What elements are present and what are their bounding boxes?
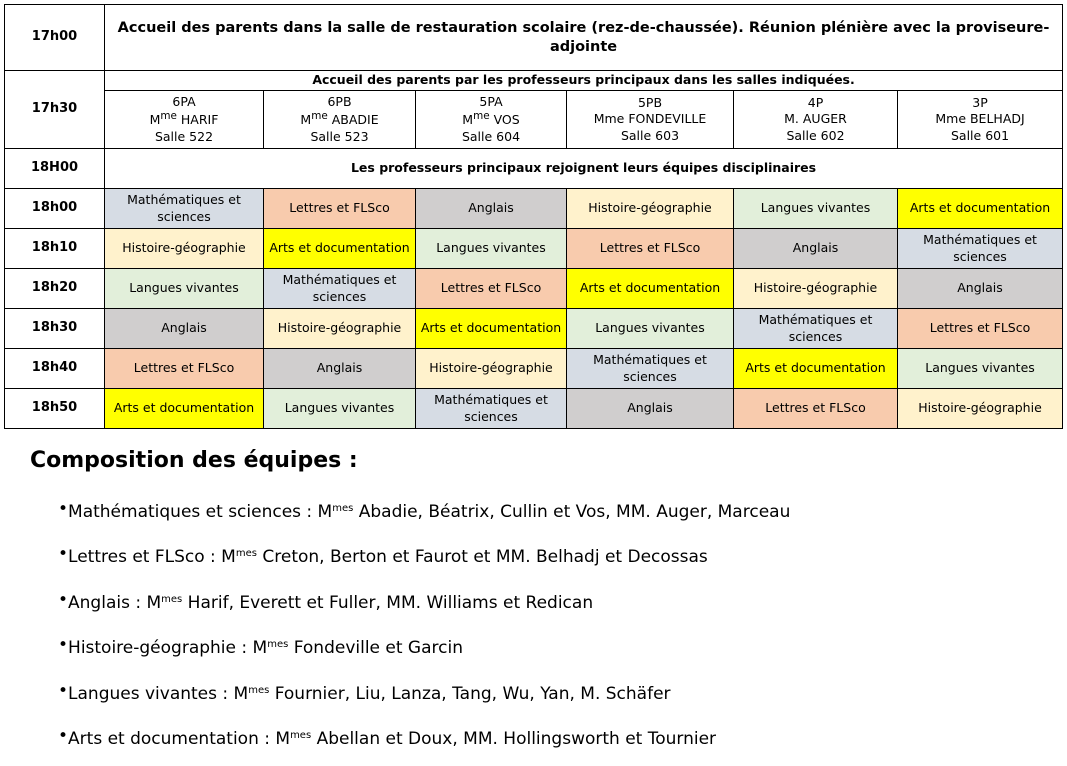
composition-title: Composition des équipes : [30, 448, 358, 473]
team-cell: Arts et documentation [567, 269, 734, 309]
team-label: Histoire-géographie : M [68, 638, 268, 659]
team-cell: Anglais [898, 269, 1063, 309]
time-cell: 18h20 [5, 269, 105, 309]
rotation-row [5, 389, 1063, 429]
team-cell: Mathématiques et sciences [105, 189, 264, 229]
row-equipes [5, 149, 1063, 189]
team-cell: Mathématiques et sciences [567, 349, 734, 389]
teacher-title-sup: me [160, 110, 177, 123]
room-number: Salle 522 [154, 128, 214, 144]
teacher-name [416, 110, 566, 128]
team-cell: Langues vivantes [898, 349, 1063, 389]
team-cell: Anglais [105, 309, 264, 349]
equipes-cell: Les professeurs principaux rejoignent leurs équipes disciplinaires [105, 149, 1063, 189]
teacher-surname: HARIF [176, 112, 219, 128]
team-cell: Lettres et FLSco [734, 389, 898, 429]
team-cell: Arts et documentation [898, 189, 1063, 229]
bullet-icon: • [58, 499, 69, 519]
team-label: Lettres et FLSco : M [68, 547, 236, 568]
teacher-surname: VOS [489, 112, 520, 128]
room-number: Salle 603 [620, 127, 680, 143]
time-cell: 18H00 [5, 149, 105, 189]
team-sup: mes [332, 503, 354, 514]
team-text [68, 585, 593, 618]
teacher-name [105, 110, 263, 128]
team-text [68, 630, 463, 663]
class-name: 4P [807, 95, 824, 111]
time-cell: 18h40 [5, 349, 105, 389]
teacher-name [567, 111, 733, 127]
team-cell: Lettres et FLSco [898, 309, 1063, 349]
team-cell: Langues vivantes [105, 269, 264, 309]
team-label: Anglais : M [68, 592, 162, 613]
rotation-row [5, 229, 1063, 269]
team-cell: Mathématiques et sciences [264, 269, 416, 309]
team-cell: Histoire-géographie [264, 309, 416, 349]
team-item [58, 721, 790, 766]
team-members: Harif, Everett et Fuller, MM. Williams et Redican [182, 592, 594, 613]
team-item [58, 585, 790, 630]
team-item [58, 630, 790, 675]
team-item [58, 539, 790, 584]
class-name: 6PA [172, 94, 196, 110]
row-professeurs-header [5, 71, 1063, 91]
team-cell: Histoire-géographie [734, 269, 898, 309]
professeurs-header-cell: Accueil des parents par les professeurs principaux dans les salles indiquées. [105, 71, 1063, 91]
bullet-icon: • [58, 544, 69, 565]
team-cell: Arts et documentation [416, 309, 567, 349]
time-cell: 17h30 [5, 71, 105, 149]
team-cell: Arts et documentation [105, 389, 264, 429]
team-item [58, 494, 790, 539]
team-cell: Langues vivantes [264, 389, 416, 429]
team-cell: Anglais [416, 189, 567, 229]
team-item [58, 676, 790, 721]
team-text [68, 676, 671, 709]
team-text [68, 721, 716, 754]
teacher-prefix: M [149, 112, 161, 128]
row-accueil [5, 5, 1063, 71]
rotation-row [5, 349, 1063, 389]
teacher-prefix: Mme FONDEVILLE [593, 111, 707, 127]
team-sup: mes [290, 729, 312, 741]
teacher-prefix: M [462, 112, 474, 128]
team-cell: Anglais [734, 229, 898, 269]
class-cell [734, 91, 898, 149]
class-cell [264, 91, 416, 149]
team-text [68, 494, 790, 527]
room-number: Salle 523 [310, 128, 369, 144]
room-number: Salle 604 [461, 128, 521, 144]
team-label: Langues vivantes : M [68, 683, 249, 704]
teacher-prefix: M [300, 112, 312, 128]
rotation-row [5, 269, 1063, 309]
team-cell: Mathématiques et sciences [734, 309, 898, 349]
class-cell [105, 91, 264, 149]
team-members: Fondeville et Garcin [288, 638, 463, 659]
team-cell: Mathématiques et sciences [898, 229, 1063, 269]
teacher-name [734, 111, 897, 127]
team-members: Abadie, Béatrix, Cullin et Vos, MM. Auger, Marceau [353, 502, 791, 522]
bullet-icon: • [58, 725, 69, 746]
team-cell: Langues vivantes [416, 229, 567, 269]
team-cell: Lettres et FLSco [264, 189, 416, 229]
team-cell: Anglais [264, 349, 416, 389]
team-sup: mes [161, 593, 183, 605]
class-name: 3P [972, 95, 988, 111]
team-sup: mes [248, 684, 270, 696]
teacher-surname: ABADIE [327, 112, 379, 128]
time-cell: 18h00 [5, 189, 105, 229]
team-cell: Lettres et FLSco [105, 349, 264, 389]
team-text [68, 539, 708, 572]
bullet-icon: • [58, 635, 69, 656]
class-name: 5PA [479, 94, 503, 110]
team-cell: Lettres et FLSco [567, 229, 734, 269]
team-cell: Arts et documentation [264, 229, 416, 269]
team-label: Arts et documentation : M [68, 728, 291, 749]
teacher-name [264, 110, 415, 128]
teacher-title-sup: me [473, 110, 490, 123]
schedule-table [4, 4, 1063, 429]
time-cell: 18h50 [5, 389, 105, 429]
teacher-prefix: M. AUGER [784, 111, 847, 127]
class-name: 5PB [637, 95, 663, 111]
rotation-row [5, 189, 1063, 229]
team-cell: Anglais [567, 389, 734, 429]
room-number: Salle 601 [950, 127, 1010, 143]
teacher-name [898, 111, 1062, 127]
time-cell: 18h30 [5, 309, 105, 349]
team-sup: mes [267, 639, 289, 651]
class-cell [567, 91, 734, 149]
team-cell: Langues vivantes [734, 189, 898, 229]
teams-list [58, 494, 790, 766]
teacher-title-sup: me [311, 110, 328, 123]
class-cell [898, 91, 1063, 149]
team-label: Mathématiques et sciences : M [68, 502, 333, 522]
team-cell: Histoire-géographie [105, 229, 264, 269]
bullet-icon: • [58, 680, 69, 701]
team-cell: Histoire-géographie [567, 189, 734, 229]
team-cell: Mathématiques et sciences [416, 389, 567, 429]
row-classes [5, 91, 1063, 149]
rotation-row [5, 309, 1063, 349]
team-cell: Histoire-géographie [898, 389, 1063, 429]
team-cell: Arts et documentation [734, 349, 898, 389]
team-members: Creton, Berton et Faurot et MM. Belhadj et Decossas [256, 547, 708, 568]
class-cell [416, 91, 567, 149]
accueil-cell: Accueil des parents dans la salle de restauration scolaire (rez-de-chaussée). Réunion plénière avec la proviseure-adjointe [105, 5, 1063, 71]
team-members: Fournier, Liu, Lanza, Tang, Wu, Yan, M. Schäfer [269, 683, 671, 704]
room-number: Salle 602 [786, 127, 845, 143]
team-sup: mes [235, 548, 257, 560]
time-cell: 17h00 [5, 5, 105, 71]
team-cell: Histoire-géographie [416, 349, 567, 389]
team-cell: Lettres et FLSco [416, 269, 567, 309]
team-members: Abellan et Doux, MM. Hollingsworth et Tournier [311, 728, 717, 749]
time-cell: 18h10 [5, 229, 105, 269]
team-cell: Langues vivantes [567, 309, 734, 349]
teacher-prefix: Mme BELHADJ [935, 111, 1025, 127]
bullet-icon: • [58, 589, 69, 610]
class-name: 6PB [327, 94, 352, 110]
